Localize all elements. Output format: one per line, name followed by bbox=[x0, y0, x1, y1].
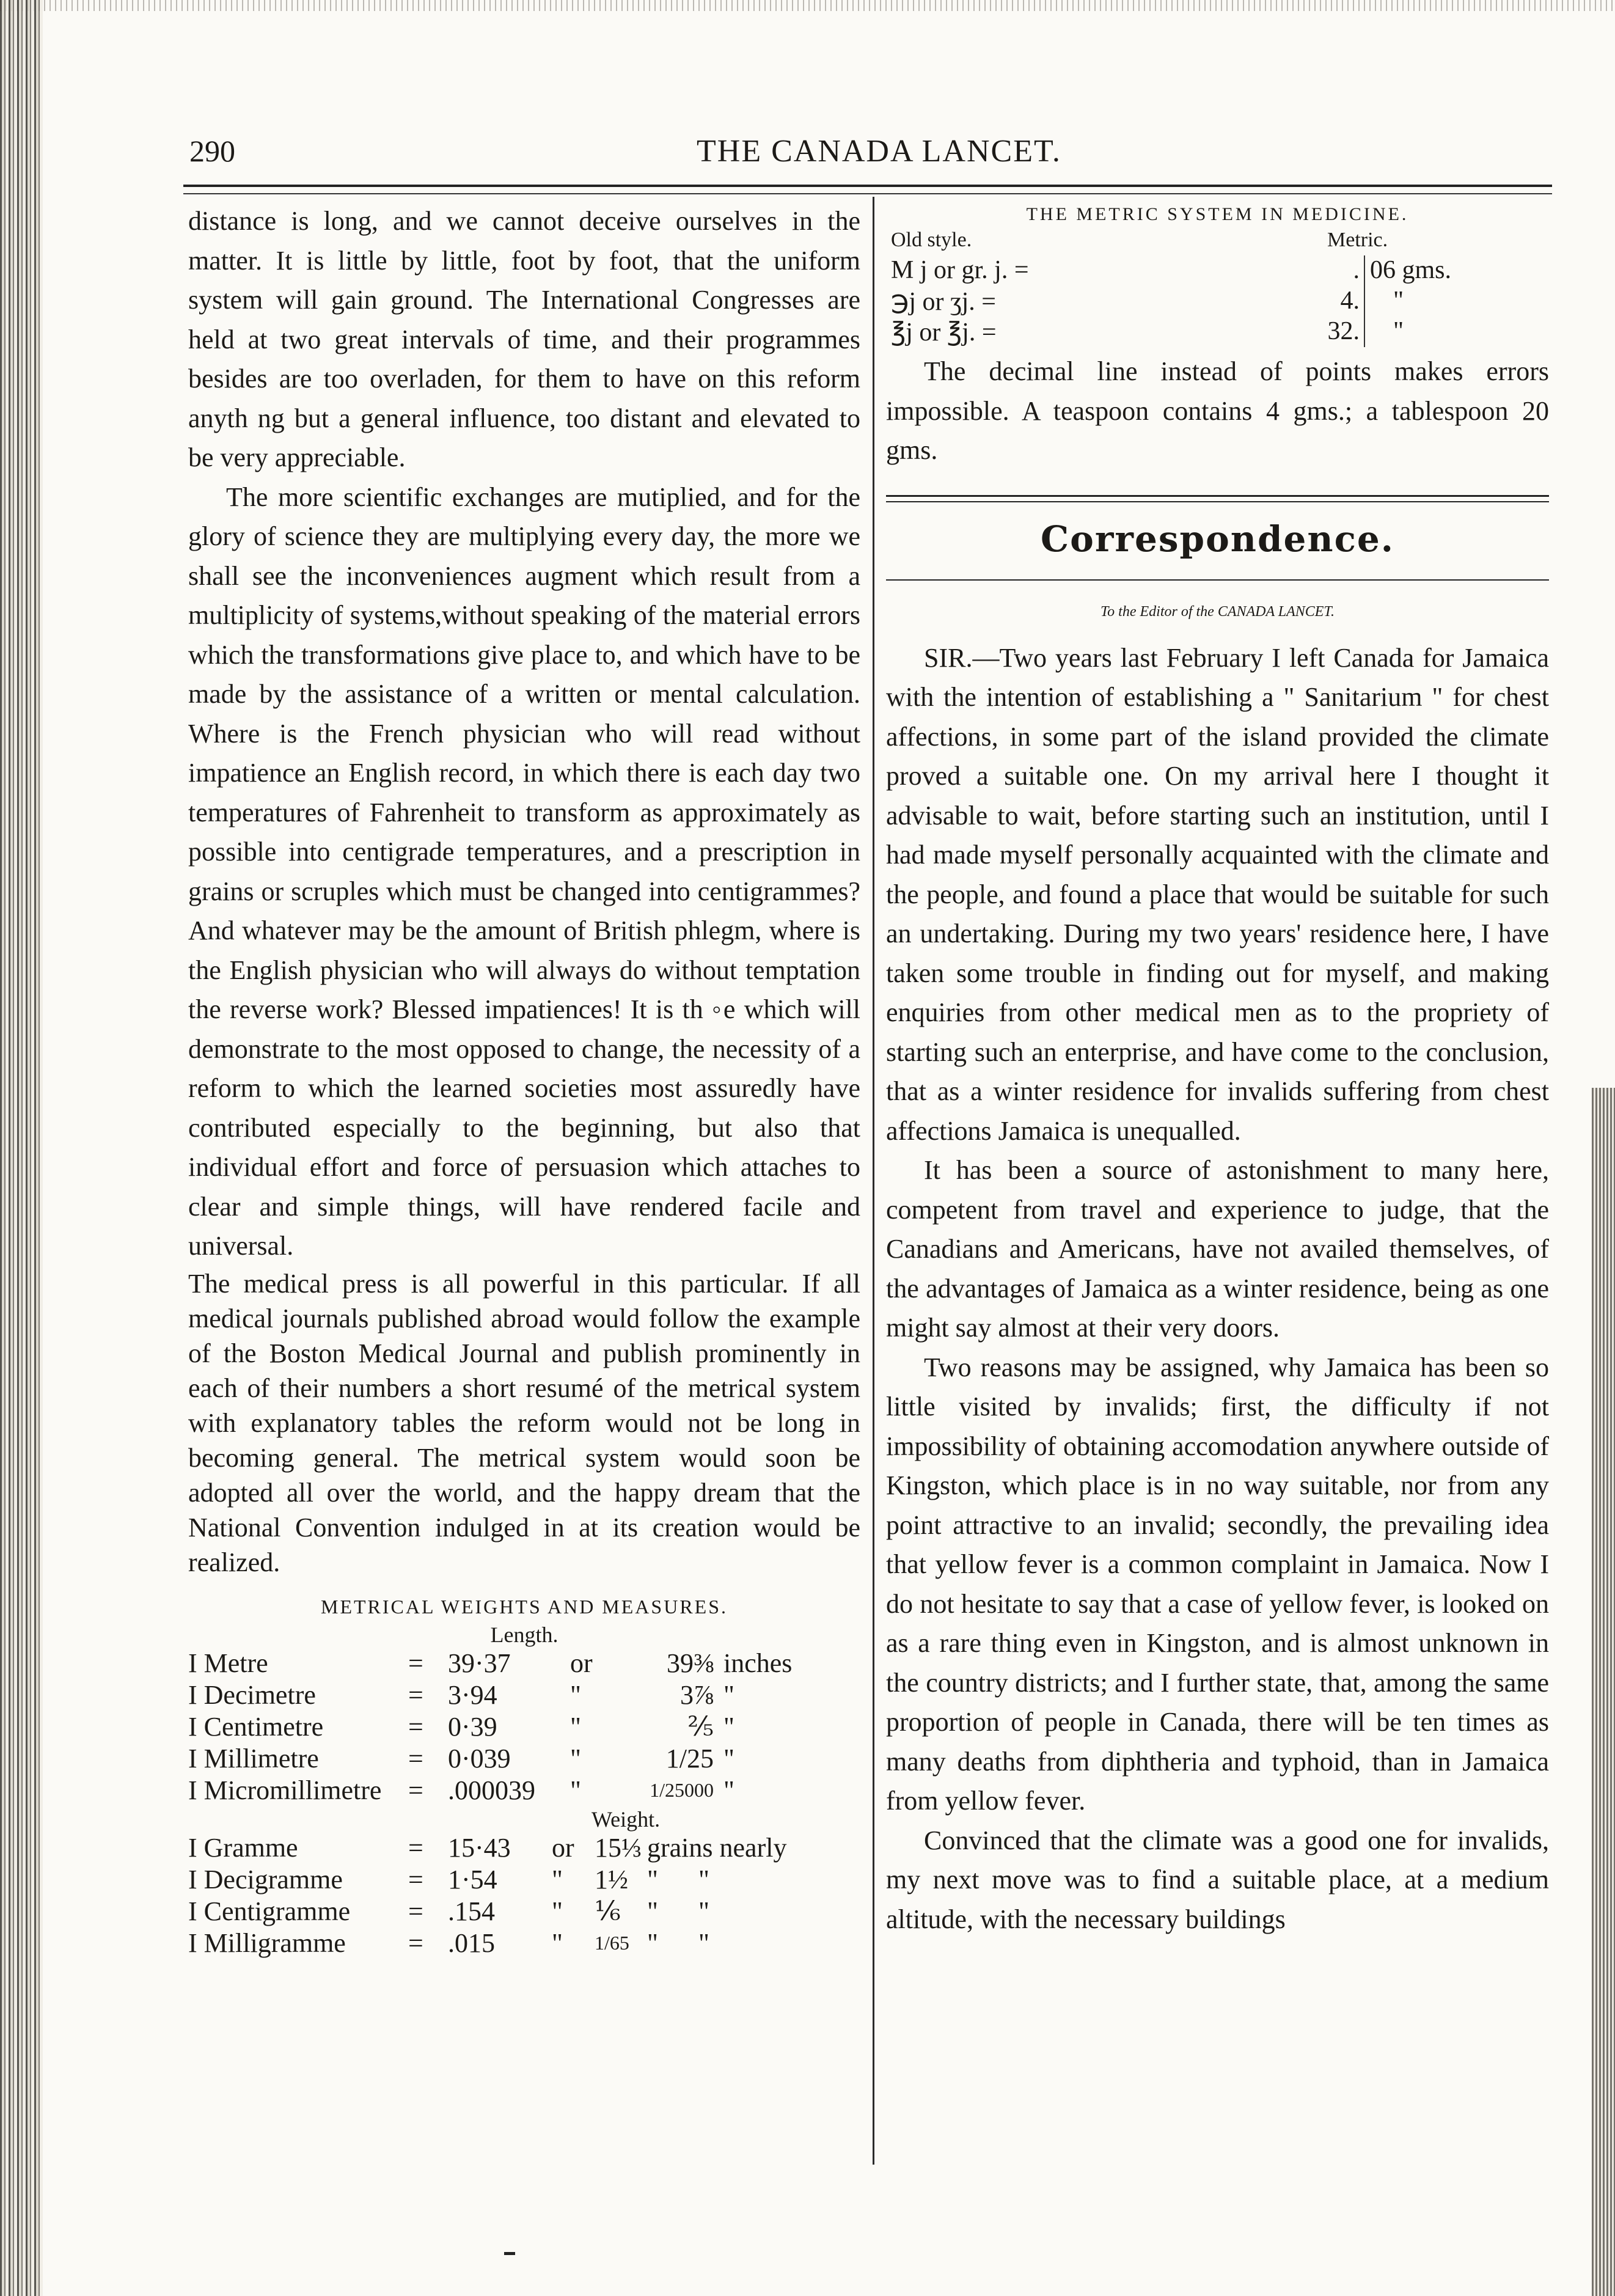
header-rule-thick bbox=[183, 185, 1552, 187]
paragraph: The medical press is all powerful in this particular. If all medical journals published abroad would follow the example of the Boston Medical Journal and publish prominently in each of their numbers a short resumé of the metrical system with explanatory tables the reform would not be long in becoming general. The metrical system would soon be adopted all over the world, and the happy dream that the National Convention indulged in at its creation would be realized. bbox=[188, 1268, 860, 1577]
decimal-line bbox=[1364, 286, 1365, 317]
length-table bbox=[188, 1648, 792, 1806]
right-column bbox=[886, 202, 1549, 1939]
correspondence-heading: Correspondence. bbox=[1041, 518, 1394, 560]
table-row: I Millimetre = 0·039 " 1/25 " bbox=[188, 1744, 734, 1773]
section-rule-double bbox=[886, 495, 1549, 502]
table-row: ℈j or ʒj. = 4. " bbox=[891, 287, 1404, 316]
metric-label: Metric. bbox=[1327, 229, 1388, 251]
paragraph: distance is long, and we cannot deceive ourselves in the matter. It is little by little, foot by foot, that the uniform system will gain ground. The International Congresses are held at two great intervals of time, and their programmes besides are too overladen, for them to have on this reform anyth ng but a general influence, too distant and elevated to be very appreciable. bbox=[188, 206, 860, 472]
paragraph: Convinced that the climate was a good one for invalids, my next move was to find a suitable place, at a medium altitude, with the necessary buildings bbox=[886, 1825, 1549, 1934]
table-row: I Decigramme = 1·54 " 1½ " " bbox=[188, 1865, 709, 1894]
paragraph: Two reasons may be assigned, why Jamaica has been so little visited by invalids; first, the difficulty if not impossibility of obtaining accomodation anywhere outside of Kingston, which place is in no way suitable, nor from any point attractive to an invalid; secondly, the prevailing idea that yellow fever is a common complaint in Jamaica. Now I do not hesitate to say that a case of yellow fever, is looked on as a rare thing even in Kingston, and is almost unknown in the country districts; and I further state, that, among the same proportion of people in Canada, there will be ten times as many deaths from diphtheria and typhoid, than in Jamaica from yellow fever. bbox=[886, 1352, 1549, 1816]
decimal-line bbox=[1364, 317, 1365, 347]
scan-edge-right bbox=[1592, 1088, 1615, 2296]
paragraph: The more scientific exchanges are mutiplied, and for the glory of science they are multiplying every day, the more we shall see the inconveniences augment which result from a multiplicity of systems,without speaking of the material errors which the transformations give place to, and which have to be made by the assistance of a written or mental calculation. Where is the French physician who will read without impatience an English record, in which there is each day two temperatures of Fahrenheit to transform as approximately as possible into centigrade temperatures, and a prescription in grains or scruples which must be changed into centigrammes? And whatever may be the amount of British phlegm, where is the English physician who will always do without temptation the reverse work? Blessed impatiences! It is th ◦e which will demonstrate to the most opposed to change, the necessity of a reform to which the learned societies most assuredly have contributed especially to the beginning, but also that individual effort and force of persuasion which attaches to clear and simple things, will have rendered facile and universal. bbox=[188, 482, 860, 1261]
table-title: METRICAL WEIGHTS AND MEASURES. bbox=[320, 1595, 728, 1618]
editor-line: To the Editor of the CANADA LANCET. bbox=[1100, 603, 1335, 620]
table-row: I Centigramme = .154 " ⅙ " " bbox=[188, 1896, 709, 1926]
weight-subheading: Weight. bbox=[591, 1806, 661, 1832]
table-row: I Gramme = 15·43 or 15⅓ grains nearly bbox=[188, 1833, 787, 1863]
left-column bbox=[188, 202, 860, 1959]
printer-mark bbox=[504, 2252, 515, 2255]
header-rule-thin bbox=[183, 193, 1552, 194]
running-header bbox=[189, 133, 1522, 176]
table-row: M j or gr. j. = . 06 gms. bbox=[886, 255, 1549, 286]
table-row: I Metre = 39·37 or 39⅜ inches bbox=[188, 1648, 793, 1678]
page-edge-top bbox=[0, 0, 1615, 11]
journal-title: THE CANADA LANCET. bbox=[697, 134, 1061, 169]
table-row: ℥j or ℥j. = 32. " bbox=[891, 317, 1404, 347]
metric-table-header bbox=[886, 229, 1549, 255]
table-row: I Milligramme = .015 " 1/65 " " bbox=[188, 1928, 709, 1958]
weight-table bbox=[188, 1832, 786, 1959]
page-number: 290 bbox=[189, 134, 235, 168]
heading-rule bbox=[886, 579, 1549, 581]
metric-note: The decimal line instead of points makes errors impossible. A teaspoon contains 4 gms.; a tablespoon 20 gms. bbox=[886, 356, 1549, 465]
length-subheading: Length. bbox=[490, 1622, 558, 1647]
table-row: I Centimetre = 0·39 " ⅖ " bbox=[188, 1712, 734, 1742]
column-divider bbox=[873, 197, 874, 2165]
paragraph: SIR.—Two years last February I left Canada for Jamaica with the intention of establishing a " Sanitarium " for chest affections, in some part of the island provided the climate proved a suitable one. On my arrival here I thought it advisable to wait, before starting such an institution, until I had made myself personally acquainted with the climate and the people, and found a place that would be suitable for such an undertaking. During my two years' residence here, I have taken some trouble in finding out for myself, and making enquiries from other medical men as to the propriety of starting such an enterprise, and have come to the conclusion, that as a winter residence for invalids suffering from chest affections Jamaica is unequalled. bbox=[886, 642, 1549, 1146]
paragraph: It has been a source of astonishment to many here, competent from travel and experience to judge, that the Canadians and Americans, have not availed themselves, of the advantages of Jamaica as a winter residence, being as one might say almost at their very doors. bbox=[886, 1155, 1549, 1343]
scan-binding-edge bbox=[0, 0, 43, 2296]
table-row: I Decimetre = 3·94 " 3⅞ " bbox=[188, 1680, 734, 1710]
table-row: I Micromillimetre = .000039 " 1/25000 " bbox=[188, 1775, 734, 1805]
decimal-line bbox=[1364, 255, 1365, 286]
old-style-label: Old style. bbox=[891, 229, 972, 251]
metric-table-title: THE METRIC SYSTEM IN MEDICINE. bbox=[1026, 204, 1409, 224]
